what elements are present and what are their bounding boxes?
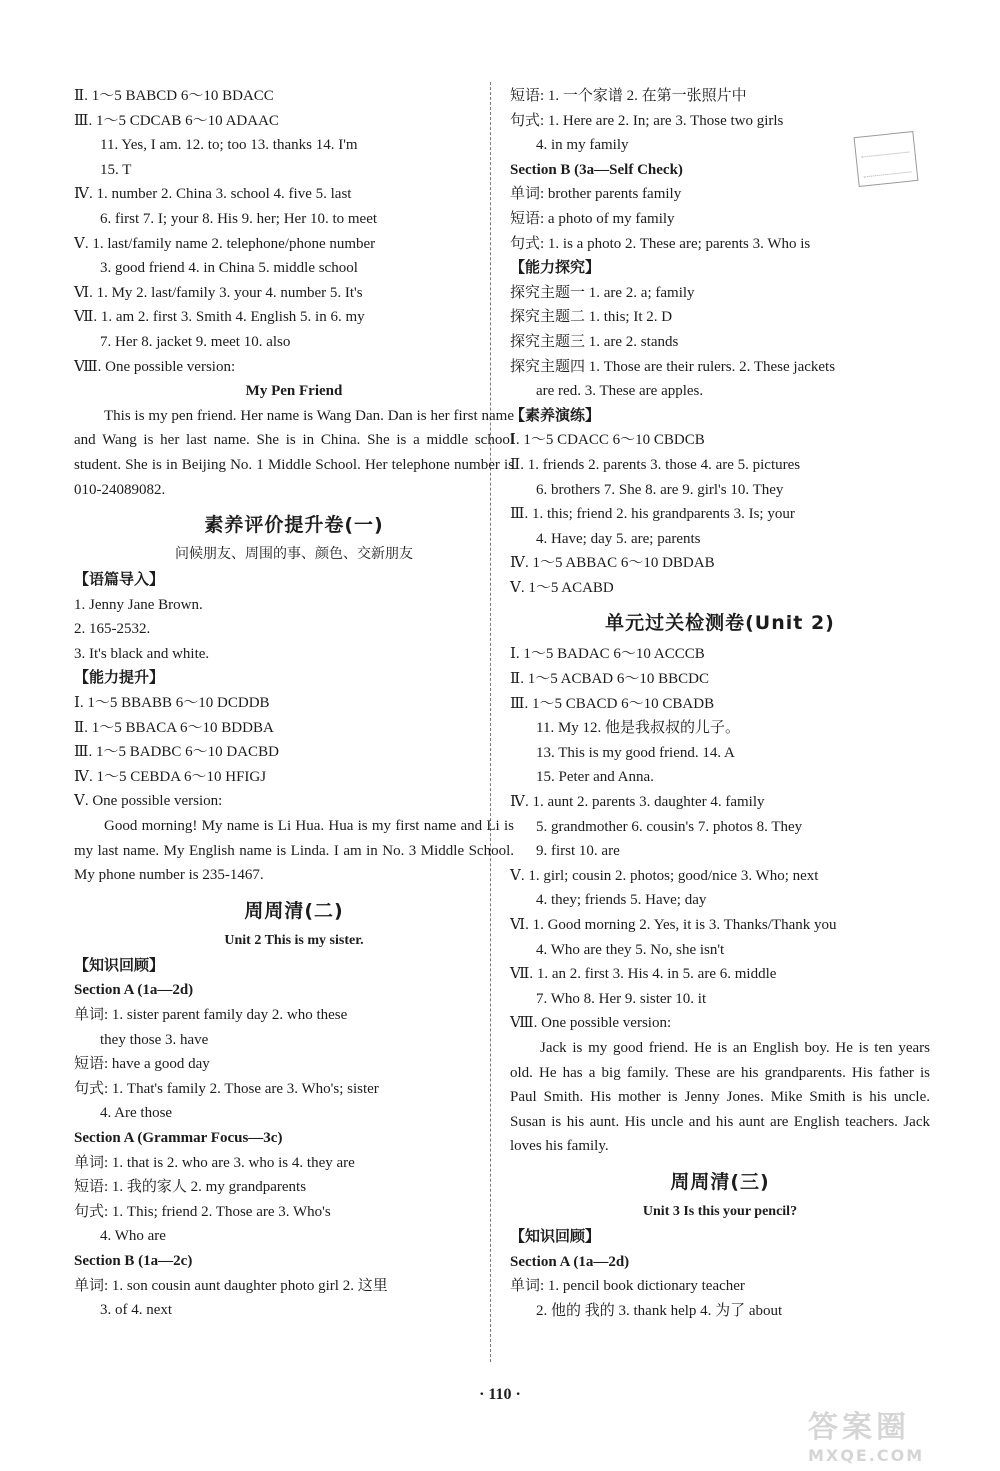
page-number: · 110 ·	[479, 1386, 521, 1403]
watermark-text: 答案圈	[808, 1410, 910, 1445]
answer-line: 6. brothers 7. She 8. are 9. girl's 10. They	[536, 481, 784, 498]
answer-line: 探究主题四 1. Those are their rulers. 2. These jackets	[510, 358, 836, 375]
answer-line: 短语: 1. 我的家人 2. my grandparents	[74, 1179, 307, 1196]
answer-line: 3. good friend 4. in China 5. middle school	[100, 260, 358, 277]
section-heading: 【知识回顾】	[510, 1228, 601, 1245]
watermark-url: MXQE.COM	[808, 1446, 925, 1465]
answer-line: 2. 他的 我的 3. thank help 4. 为了 about	[536, 1302, 783, 1319]
answer-line: are red. 3. These are apples.	[536, 383, 704, 400]
answer-line: 2. 165-2532.	[74, 621, 151, 638]
answer-line: 4. they; friends 5. Have; day	[536, 892, 707, 909]
section-heading: 【语篇导入】	[74, 572, 165, 589]
answer-line: 句式: 1. That's family 2. Those are 3. Who's; sister	[74, 1080, 379, 1097]
answer-line: Ⅰ. 1～5 CDACC 6～10 CBDCB	[510, 432, 705, 449]
section-heading: 【能力提升】	[74, 670, 165, 687]
answer-line: 9. first 10. are	[536, 843, 620, 860]
unit-title: Unit 2 This is my sister.	[224, 932, 364, 948]
left-column	[74, 84, 514, 1323]
answer-line: Ⅱ. 1～5 ACBAD 6～10 BBCDC	[510, 671, 709, 688]
answer-line: 探究主题一 1. are 2. a; family	[510, 284, 695, 301]
left-top-answers	[74, 84, 514, 379]
answer-line: Ⅵ. 1. My 2. last/family 3. your 4. number 5. It's	[74, 284, 363, 301]
answer-line: Ⅴ. One possible version:	[74, 793, 223, 810]
answer-line: Ⅵ. 1. Good morning 2. Yes, it is 3. Thanks/Thank you	[510, 917, 837, 933]
answer-line: 单词: 1. son cousin aunt daughter photo girl 2. 这里	[74, 1277, 388, 1294]
left-mid-answers	[74, 568, 514, 814]
section-heading: Section A (Grammar Focus—3c)	[74, 1129, 283, 1146]
essay-title: My Pen Friend	[245, 383, 343, 400]
answer-line: 句式: 1. Here are 2. In; are 3. Those two girls	[510, 112, 784, 129]
answer-line: 11. My 12. 他是我叔叔的儿子。	[536, 720, 741, 737]
section-title: 单元过关检测卷(Unit 2)	[605, 612, 835, 635]
answer-line: 4. Have; day 5. are; parents	[536, 530, 701, 547]
answer-line: 单词: 1. sister parent family day 2. who these	[74, 1007, 348, 1023]
section-title: 周周清(三)	[670, 1170, 770, 1193]
section-subtitle: 问候朋友、周围的事、颜色、交新朋友	[175, 547, 413, 563]
answer-line: 1. Jenny Jane Brown.	[74, 596, 203, 613]
answer-line: 句式: 1. is a photo 2. These are; parents 3. Who is	[510, 235, 811, 252]
unit-title: Unit 3 Is this your pencil?	[642, 1203, 798, 1219]
answer-line: 15. Peter and Anna.	[536, 769, 654, 786]
section-heading: Section A (1a—2d)	[510, 1253, 630, 1270]
section-heading: 【知识回顾】	[74, 957, 165, 974]
right-bottom-answers	[510, 1225, 930, 1323]
answer-line: Ⅶ. 1. am 2. first 3. Smith 4. English 5. in 6. my	[74, 309, 365, 326]
essay-body: Jack is my good friend. He is an English boy. He is ten years old. He has a big family. These are his grandparents. His father is Paul Smith. His mother is Jenny Jones. Mike Smith is his uncle. Susan is his aunt. His uncle and his aunt are English teachers. Jack loves his family.	[510, 1039, 930, 1155]
answer-line: 4. Who are they 5. No, she isn't	[536, 941, 725, 958]
answer-line: Ⅱ. 1～5 BABCD 6～10 BDACC	[74, 88, 274, 104]
watermark-logo	[808, 1402, 978, 1465]
answer-line: 13. This is my good friend. 14. A	[536, 744, 735, 761]
stamp-mark	[854, 131, 919, 187]
left-bottom-answers	[74, 954, 514, 1323]
answer-line: 单词: 1. pencil book dictionary teacher	[510, 1278, 745, 1295]
answer-line: Ⅳ. 1～5 ABBAC 6～10 DBDAB	[510, 555, 715, 572]
essay-body: This is my pen friend. Her name is Wang Dan. Dan is her first name and Wang is her last name. She is in China. She is a middle school student. She is in Beijing No. 1 Middle School. Her telephone number is 010-24089082.	[74, 407, 514, 498]
answer-line: Ⅴ. 1. last/family name 2. telephone/phone number	[74, 235, 376, 252]
right-mid-answers	[510, 642, 930, 1036]
section-title: 周周清(二)	[244, 899, 344, 922]
section-heading: Section B (3a—Self Check)	[510, 161, 683, 178]
answer-line: 4. Are those	[100, 1105, 173, 1122]
answer-line: 探究主题三 1. are 2. stands	[510, 333, 679, 350]
answer-line: 3. It's black and white.	[74, 645, 210, 662]
answer-line: Ⅳ. 1～5 CEBDA 6～10 HFIGJ	[74, 768, 267, 785]
answer-line: Ⅴ. 1. girl; cousin 2. photos; good/nice 3. Who; next	[510, 867, 819, 884]
right-column	[510, 84, 930, 1323]
answer-line: Ⅷ. One possible version:	[510, 1015, 672, 1032]
section-heading: 【能力探究】	[510, 260, 601, 277]
answer-line: 6. first 7. I; your 8. His 9. her; Her 10. to meet	[100, 210, 378, 227]
section-heading: 【素养演练】	[510, 407, 601, 424]
answer-line: Ⅳ. 1. aunt 2. parents 3. daughter 4. family	[510, 794, 765, 811]
answer-line: Ⅰ. 1～5 BBABB 6～10 DCDDB	[74, 695, 270, 712]
answer-line: Ⅲ. 1. this; friend 2. his grandparents 3. Is; your	[510, 506, 795, 523]
answer-line: Ⅱ. 1～5 BBACA 6～10 BDDBA	[74, 719, 274, 736]
answer-line: 短语: 1. 一个家谱 2. 在第一张照片中	[510, 88, 747, 104]
answer-line: 单词: brother parents family	[510, 186, 682, 203]
answer-line: 短语: a photo of my family	[510, 210, 675, 227]
answer-line: 11. Yes, I am. 12. to; too 13. thanks 14. I'm	[100, 137, 358, 154]
answer-line: 4. in my family	[536, 137, 629, 154]
answer-line: they those 3. have	[100, 1031, 209, 1048]
answer-line: 7. Her 8. jacket 9. meet 10. also	[100, 333, 291, 350]
answer-line: 句式: 1. This; friend 2. Those are 3. Who's	[74, 1203, 331, 1220]
answer-line: Ⅶ. 1. an 2. first 3. His 4. in 5. are 6. middle	[510, 966, 777, 983]
section-heading: Section B (1a—2c)	[74, 1252, 193, 1269]
answer-line: Ⅷ. One possible version:	[74, 358, 236, 375]
answer-line: 短语: have a good day	[74, 1056, 210, 1073]
answer-line: Ⅳ. 1. number 2. China 3. school 4. five 5. last	[74, 186, 352, 203]
answer-line: 单词: 1. that is 2. who are 3. who is 4. they are	[74, 1154, 355, 1171]
answer-line: Ⅱ. 1. friends 2. parents 3. those 4. are 5. pictures	[510, 456, 801, 473]
section-heading: Section A (1a—2d)	[74, 982, 194, 999]
answer-line: Ⅲ. 1～5 CBACD 6～10 CBADB	[510, 695, 715, 712]
answer-line: Ⅲ. 1～5 CDCAB 6～10 ADAAC	[74, 112, 279, 129]
answer-line: 7. Who 8. Her 9. sister 10. it	[536, 990, 707, 1007]
answer-line: Ⅲ. 1～5 BADBC 6～10 DACBD	[74, 744, 279, 761]
answer-line: 5. grandmother 6. cousin's 7. photos 8. They	[536, 818, 803, 835]
answer-line: 4. Who are	[100, 1228, 166, 1245]
answer-line: 探究主题二 1. this; It 2. D	[510, 309, 673, 326]
answer-line: Ⅴ. 1～5 ACABD	[510, 579, 614, 596]
section-title: 素养评价提升卷(一)	[204, 514, 384, 537]
answer-line: Ⅰ. 1～5 BADAC 6～10 ACCCB	[510, 646, 705, 663]
answer-line: 3. of 4. next	[100, 1302, 173, 1319]
answer-line: 15. T	[100, 161, 132, 178]
essay-body: Good morning! My name is Li Hua. Hua is my first name and Li is my last name. My English name is Linda. I am in No. 3 Middle School. My phone number is 235-1467.	[74, 818, 514, 884]
